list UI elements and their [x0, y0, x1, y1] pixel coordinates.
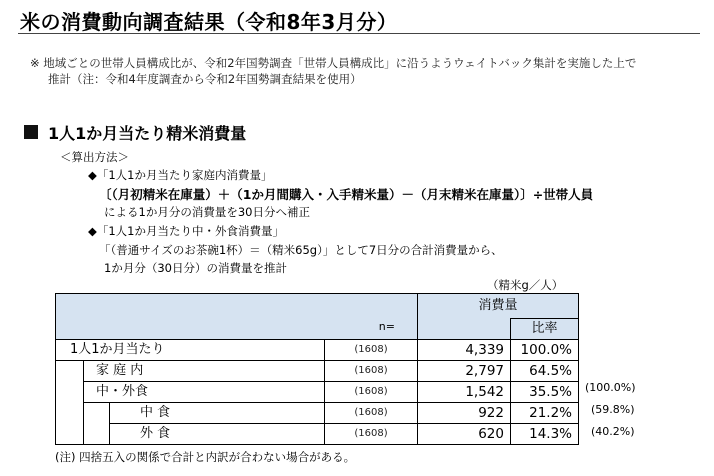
- row-value: 1,542: [418, 382, 511, 403]
- table-row: [56, 340, 579, 361]
- home-consumption-formula: 〔（月初精米在庫量）＋（1か月間購入・入手精米量）－（月末精米在庫量）〕÷世帯人員: [99, 187, 594, 202]
- row-ratio: 100.0%: [511, 340, 579, 361]
- row-label: 家 庭 内: [84, 361, 325, 382]
- title-divider: [18, 33, 700, 34]
- page-title: 米の消費動向調査結果（令和8年3月分）: [20, 10, 398, 34]
- table-row: [56, 382, 579, 403]
- home-consumption-note: による1か月分の消費量を30日分へ補正: [104, 205, 310, 219]
- header-ratio: 比率: [511, 319, 579, 340]
- section-title: 1人1か月当たり精米消費量: [48, 124, 247, 143]
- row-ratio: 21.2%: [511, 403, 579, 424]
- sub-ratio: (40.2%): [591, 425, 635, 438]
- row-label: 1人1か月当たり: [56, 340, 325, 361]
- table-row: [56, 424, 579, 445]
- row-n: (1608): [325, 382, 418, 403]
- row-label: 外 食: [110, 424, 325, 445]
- sub-ratio: (100.0%): [585, 381, 636, 394]
- section-bullet-icon: [24, 125, 38, 139]
- row-n: (1608): [325, 403, 418, 424]
- row-value: 620: [418, 424, 511, 445]
- row-value: 2,797: [418, 361, 511, 382]
- row-n: (1608): [325, 340, 418, 361]
- row-ratio: 35.5%: [511, 382, 579, 403]
- table-row: [56, 403, 579, 424]
- row-value: 4,339: [418, 340, 511, 361]
- row-ratio: 64.5%: [511, 361, 579, 382]
- footnote: (注) 四捨五入の関係で合計と内訳が合わない場合がある。: [55, 450, 356, 464]
- method-label: ＜算出方法＞: [60, 150, 129, 164]
- note-line-1: ※ 地域ごとの世帯人員構成比が、令和2年国勢調査「世帯人員構成比」に沿うようウェイトバック集計を実施した上で: [30, 56, 637, 70]
- row-label: 中 食: [110, 403, 325, 424]
- note-line-2: 推計（注：令和4年度調査から令和2年国勢調査結果を使用）: [48, 72, 362, 86]
- row-n: (1608): [325, 424, 418, 445]
- sub-ratio: (59.8%): [591, 403, 635, 416]
- consumption-table: [55, 293, 579, 445]
- eat-out-heading: ◆「1人1か月当たり中・外食消費量」: [88, 224, 284, 238]
- row-value: 922: [418, 403, 511, 424]
- header-blank: [418, 319, 511, 340]
- unit-label: （精米g／人）: [487, 278, 564, 292]
- header-n-label: n=: [378, 320, 395, 333]
- row-ratio: 14.3%: [511, 424, 579, 445]
- row-n: (1608): [325, 361, 418, 382]
- home-consumption-heading: ◆「1人1か月当たり家庭内消費量」: [88, 168, 273, 182]
- row-label: 中・外食: [84, 382, 325, 403]
- header-consumption: 消費量: [418, 294, 579, 319]
- eat-out-line-1: 「（普通サイズのお茶碗1杯）＝（精米65g）」として7日分の合計消費量から、: [99, 243, 503, 257]
- table-row: [56, 361, 579, 382]
- header-label-cell: [56, 294, 418, 340]
- eat-out-line-2: 1か月分（30日分）の消費量を推計: [104, 261, 287, 275]
